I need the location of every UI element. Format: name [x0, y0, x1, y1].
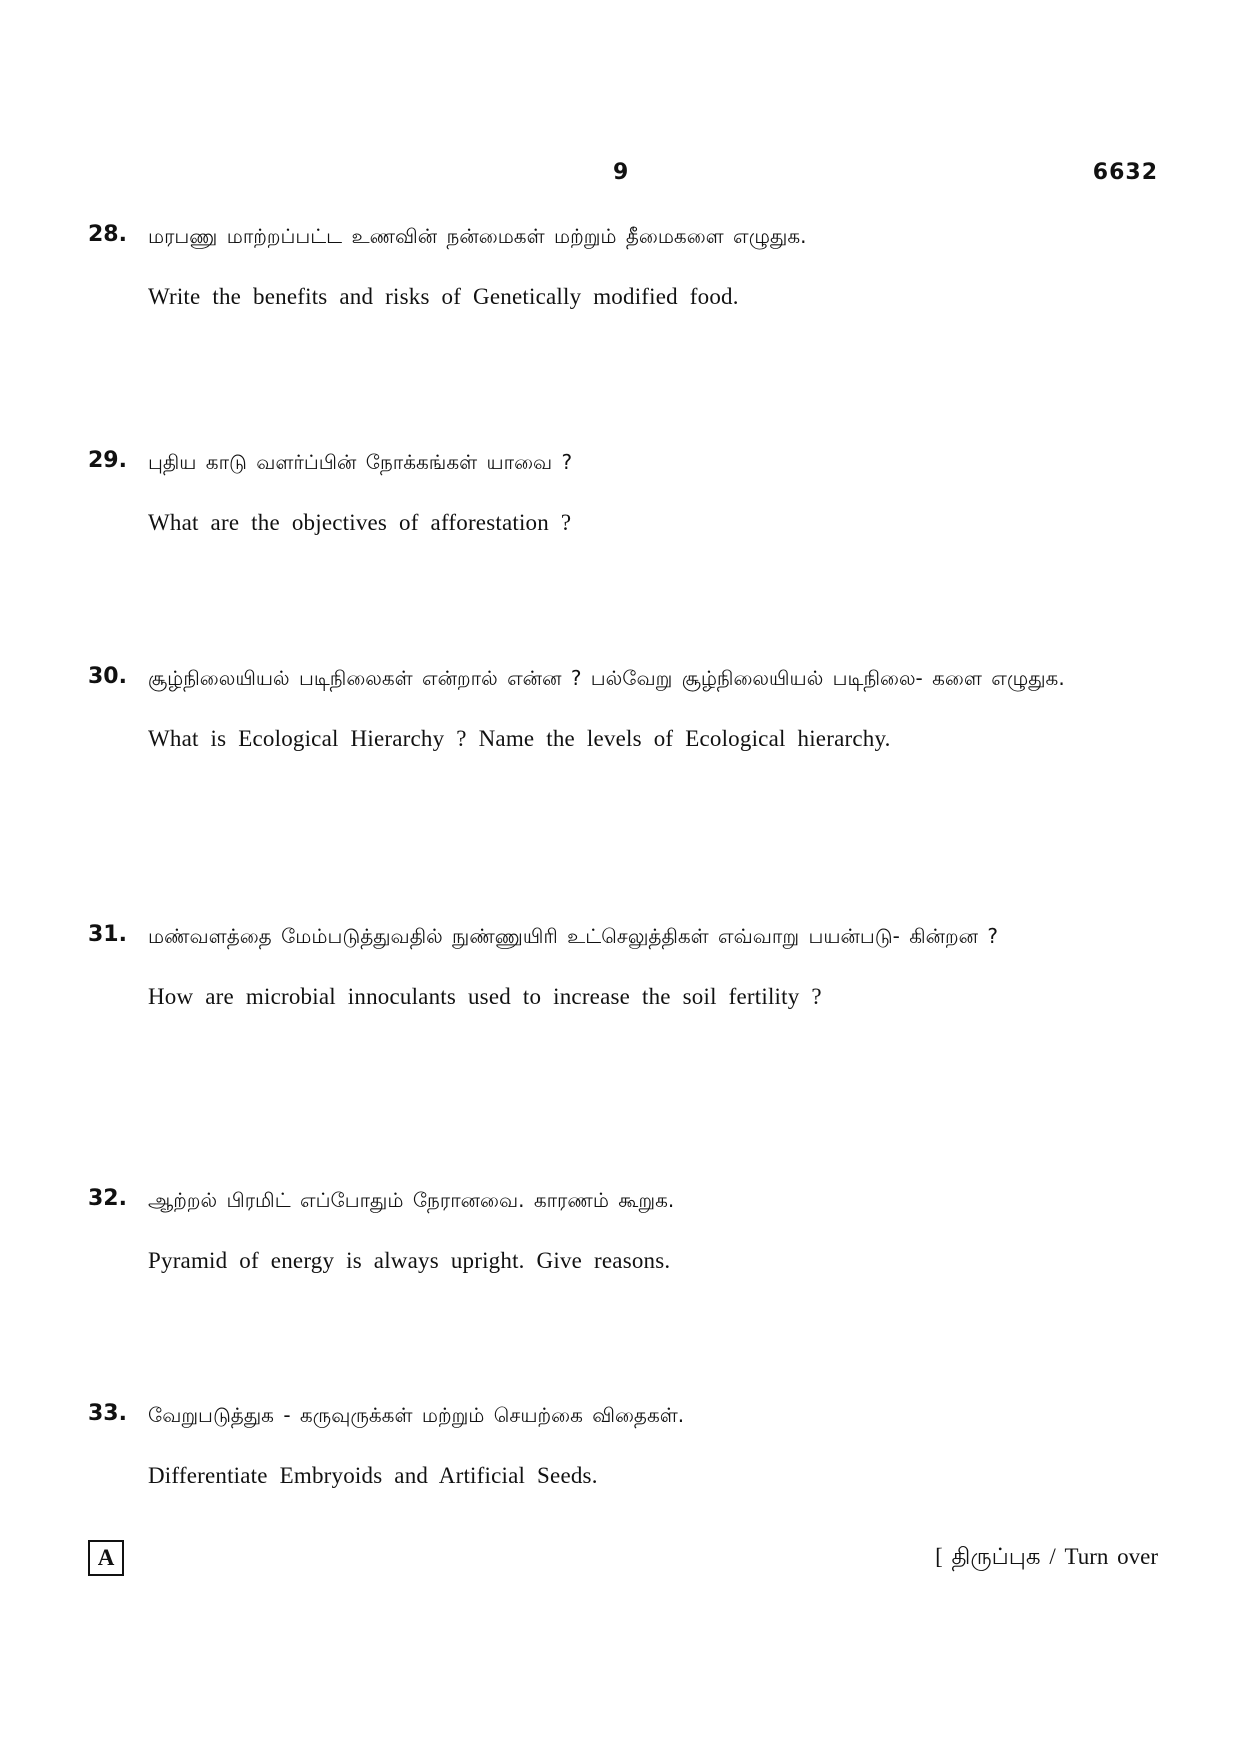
question-body — [148, 664, 1148, 752]
question-body — [148, 1186, 1148, 1274]
page-header — [88, 160, 1158, 200]
question-body — [148, 222, 1148, 310]
question-number: 32. — [88, 1186, 127, 1211]
question-text-tamil: மண்வளத்தை மேம்படுத்துவதில் நுண்ணுயிரி உட்செலுத்திகள் எவ்வாறு பயன்படு- கின்றன ? — [148, 924, 998, 948]
paper-code: 6632 — [1092, 160, 1158, 185]
question-number: 31. — [88, 922, 127, 947]
question-text-tamil: சூழ்நிலையியல் படிநிலைகள் என்றால் என்ன ? பல்வேறு சூழ்நிலையியல் படிநிலை- களை எழுதுக. — [148, 666, 1065, 690]
question-text-tamil: புதிய காடு வளர்ப்பின் நோக்கங்கள் யாவை ? — [148, 450, 573, 474]
question-number: 29. — [88, 448, 127, 473]
question-body — [148, 922, 1148, 1010]
page-number: 9 — [613, 160, 629, 185]
question-text-english: What are the objectives of afforestation ? — [148, 510, 572, 535]
question-text-english: How are microbial innoculants used to increase the soil fertility ? — [148, 984, 822, 1009]
question-number: 30. — [88, 664, 127, 689]
question-text-tamil: ஆற்றல் பிரமிட் எப்போதும் நேரானவை. காரணம் கூறுக. — [148, 1188, 675, 1212]
question-text-english: Pyramid of energy is always upright. Give reasons. — [148, 1248, 671, 1273]
question-number: 28. — [88, 222, 127, 247]
question-text-english: Differentiate Embryoids and Artificial Seeds. — [148, 1463, 598, 1488]
question-body — [148, 1401, 1148, 1489]
question-text-english: Write the benefits and risks of Genetically modified food. — [148, 284, 739, 309]
series-letter-box: A — [88, 1540, 124, 1576]
question-text-tamil: மரபணு மாற்றப்பட்ட உணவின் நன்மைகள் மற்றும் தீமைகளை எழுதுக. — [148, 224, 807, 248]
question-text-tamil: வேறுபடுத்துக - கருவுருக்கள் மற்றும் செயற்கை விதைகள். — [148, 1403, 685, 1427]
question-number: 33. — [88, 1401, 127, 1426]
question-body — [148, 448, 1148, 536]
turn-over-note: [ திருப்புக / Turn over — [935, 1544, 1158, 1569]
question-text-english: What is Ecological Hierarchy ? Name the levels of Ecological hierarchy. — [148, 726, 891, 751]
page-footer — [88, 1540, 1158, 1584]
